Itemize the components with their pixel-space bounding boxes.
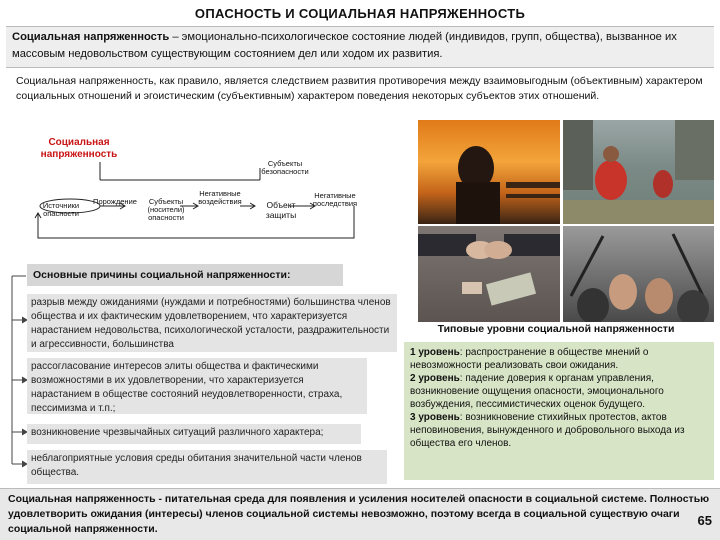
- level-item: [410, 346, 708, 372]
- bribe-handshake-photo: [418, 226, 560, 322]
- page-title: ОПАСНОСТЬ И СОЦИАЛЬНАЯ НАПРЯЖЕННОСТЬ: [194, 6, 526, 21]
- sources-label: Источники опасности: [42, 201, 80, 218]
- level-item: [410, 411, 708, 450]
- level-text: : падение доверия к органам управления, возникновение ощущения опасности, эмоционального возбуждения, пессимистических оценок будущего.: [410, 373, 664, 410]
- protection-object-label: Объект защиты: [265, 200, 297, 220]
- subjects-security-label: Субъекты безопасности: [261, 159, 309, 176]
- flood-rescue-photo: [563, 120, 714, 224]
- distressed-man-photo: [418, 120, 560, 224]
- causes-header: Основные причины социальной напряженности:: [27, 264, 343, 286]
- page-number: 65: [697, 513, 712, 528]
- level-text: : возникновение стихийных протестов, актов неповиновения, вынужденного и добровольного выхода из общества его членов.: [410, 412, 685, 449]
- level-label: 3 уровень: [410, 412, 460, 423]
- negative-consequences-label: Негативные последствия: [312, 191, 358, 208]
- diagram-title: Социальная напряженность: [40, 137, 118, 160]
- levels-box: [404, 342, 714, 480]
- definition-term: Социальная напряженность: [12, 31, 170, 43]
- cause-item: разрыв между ожиданиями (нуждами и потребностями) большинства членов общества и их фактическим удовлетворением, что характеризуется нарастанием недовольства, психологической усталости, раздражительности и агрессивности, большинства: [27, 294, 397, 352]
- feedback-line: [38, 206, 354, 238]
- cause-item: рассогласование интересов элиты общества и фактическими возможностями в их удовлетворении, что характеризуется нарастанием в обществе состояний неудовлетворенности, страха, пессимизма и т.п.;: [27, 358, 367, 414]
- definition-text: – эмоционально-психологическое состояние людей (индивидов, групп, общества), вызванное их массовым недовольством существующим состоянием дел или ходом их развития.: [12, 31, 677, 60]
- protest-crowd-photo: [563, 226, 714, 322]
- level-item: [410, 372, 708, 411]
- negative-impact-label: Негативные воздействия: [198, 189, 242, 206]
- cause-item: возникновение чрезвычайных ситуаций различного характера;: [27, 424, 361, 444]
- subjects-carriers-label: Субъекты (носители) опасности: [147, 197, 185, 222]
- conclusion-text: Социальная напряженность - питательная среда для появления и усиления носителей опасности в социальной системе. Полностью удовлетворить ожидания (интересы) членов социальной системы невозможно, поэтому всегда в социальной существую очаги социальной напряженности.: [0, 488, 720, 540]
- level-label: 1 уровень: [410, 347, 460, 358]
- levels-title: Типовые уровни социальной напряженности: [437, 323, 675, 335]
- level-label: 2 уровень: [410, 373, 460, 384]
- definition-box: [6, 26, 714, 68]
- cause-item: неблагоприятные условия среды обитания значительной части членов общества.: [27, 450, 387, 484]
- consequence-text: Социальная напряженность, как правило, является следствием развития противоречия между взаимовыгодным (объективным) характером социальных отношений и эгоистическим (субъективным) характером поведения некоторых субъектов этих отношений.: [6, 72, 714, 118]
- generation-label: Порождение: [93, 197, 137, 206]
- level-text: : распространение в обществе мнений о невозможности реализовать свои ожидания.: [410, 347, 649, 371]
